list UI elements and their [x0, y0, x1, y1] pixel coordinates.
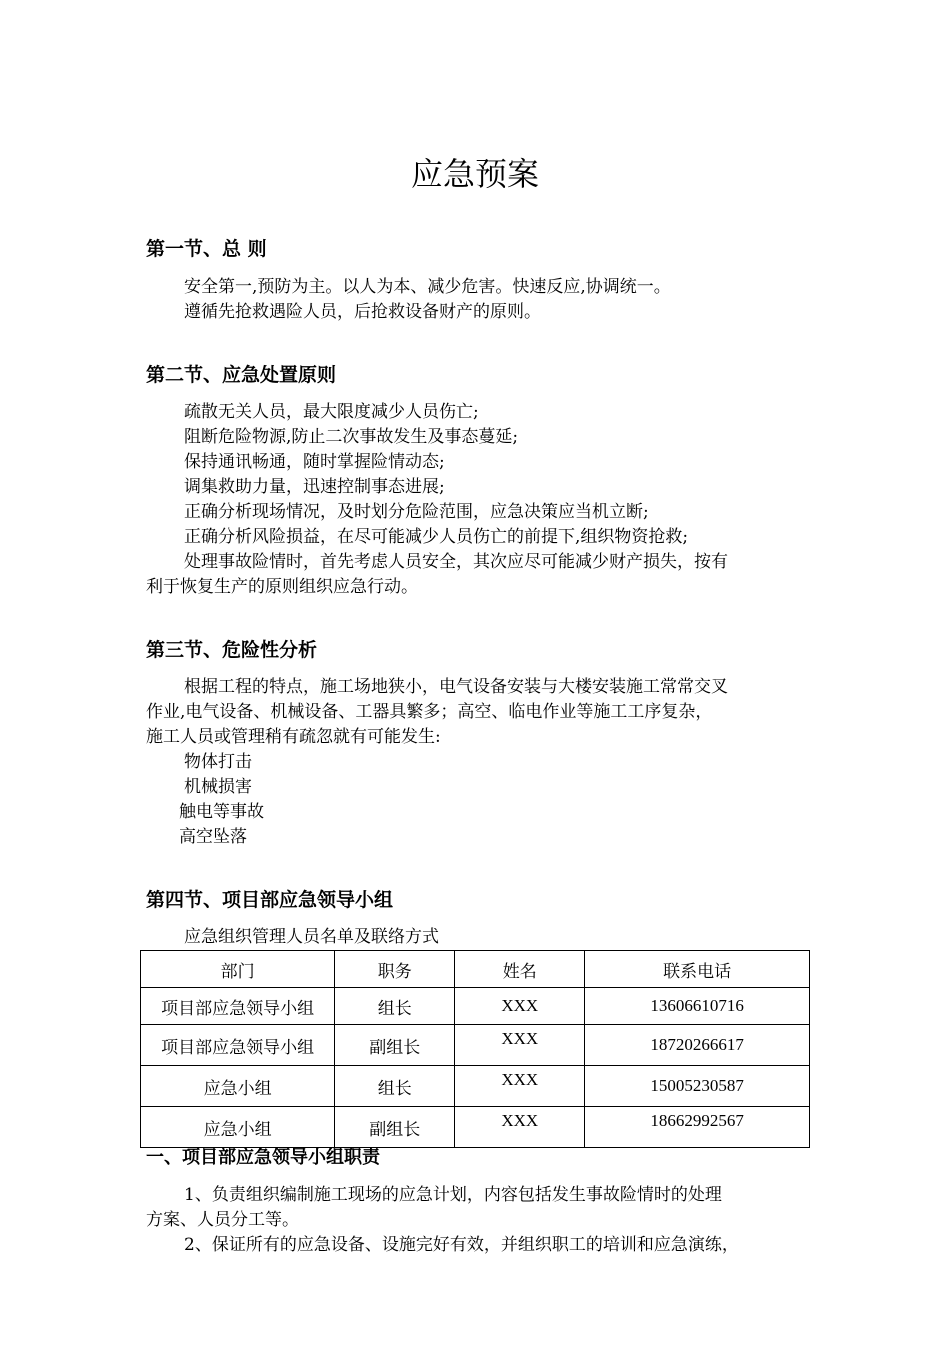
section-3-heading: 第三节、危险性分析: [146, 639, 318, 661]
table-cell: XXX: [455, 988, 585, 1025]
table-cell: 项目部应急领导小组: [141, 1025, 335, 1066]
column-header: 联系电话: [585, 951, 810, 988]
paragraph-line: 调集救助力量，迅速控制事态进展;: [184, 477, 445, 497]
hazard-item: 触电等事故: [179, 802, 264, 822]
table-cell: 组长: [335, 988, 455, 1025]
table-cell: 应急小组: [141, 1107, 335, 1148]
document-title: 应急预案: [410, 155, 539, 193]
paragraph-line: 保持通讯畅通，随时掌握险情动态;: [184, 452, 445, 472]
paragraph-line: 遵循先抢救遇险人员，后抢救设备财产的原则。: [184, 302, 541, 322]
column-header: 姓名: [455, 951, 585, 988]
paragraph-line: 阻断危险物源,防止二次事故发生及事态蔓延;: [184, 427, 519, 447]
table-cell: 18720266617: [585, 1025, 810, 1066]
paragraph-line: 方案、人员分工等。: [146, 1210, 299, 1230]
table-header-row: [141, 951, 810, 988]
paragraph-line: 安全第一,预防为主。以人为本、减少危害。快速反应,协调统一。: [184, 277, 671, 297]
table-caption: 应急组织管理人员名单及联络方式: [184, 927, 439, 947]
table-cell: 组长: [335, 1066, 455, 1107]
column-header: 职务: [335, 951, 455, 988]
table-cell: 18662992567: [585, 1107, 810, 1148]
paragraph-line: 利于恢复生产的原则组织应急行动。: [146, 577, 418, 597]
table-cell: 应急小组: [141, 1066, 335, 1107]
table-cell: XXX: [455, 1025, 585, 1066]
table-row: [141, 988, 810, 1025]
contact-table: [140, 950, 810, 1148]
paragraph-line: 施工人员或管理稍有疏忽就有可能发生:: [146, 727, 441, 747]
table-cell: 副组长: [335, 1025, 455, 1066]
subsection-1-heading: 一、项目部应急领导小组职责: [146, 1147, 380, 1168]
paragraph-line: 1、负责组织编制施工现场的应急计划，内容包括发生事故险情时的处理: [184, 1185, 722, 1205]
section-1-heading: 第一节、总 则: [146, 238, 267, 260]
hazard-item: 物体打击: [184, 752, 252, 772]
paragraph-line: 正确分析风险损益，在尽可能减少人员伤亡的前提下,组织物资抢救;: [184, 527, 689, 547]
table-cell: 15005230587: [585, 1066, 810, 1107]
hazard-item: 高空坠落: [179, 827, 247, 847]
section-2-heading: 第二节、应急处置原则: [146, 364, 337, 386]
paragraph-line: 根据工程的特点，施工场地狭小，电气设备安装与大楼安装施工常常交叉: [184, 677, 728, 697]
paragraph-line: 作业,电气设备、机械设备、工器具繁多；高空、临电作业等施工工序复杂，: [146, 702, 713, 722]
hazard-item: 机械损害: [184, 777, 252, 797]
table-row: [141, 1025, 810, 1066]
paragraph-line: 正确分析现场情况，及时划分危险范围，应急决策应当机立断;: [184, 502, 649, 522]
paragraph-line: 疏散无关人员，最大限度减少人员伤亡;: [184, 402, 479, 422]
table-row: [141, 1066, 810, 1107]
paragraph-line: 2、保证所有的应急设备、设施完好有效，并组织职工的培训和应急演练，: [184, 1235, 739, 1255]
table-row: [141, 1107, 810, 1148]
section-4-heading: 第四节、项目部应急领导小组: [146, 889, 394, 911]
table-cell: XXX: [455, 1107, 585, 1148]
table-cell: 13606610716: [585, 988, 810, 1025]
table-cell: 项目部应急领导小组: [141, 988, 335, 1025]
table-cell: 副组长: [335, 1107, 455, 1148]
table-cell: XXX: [455, 1066, 585, 1107]
column-header: 部门: [141, 951, 335, 988]
paragraph-line: 处理事故险情时，首先考虑人员安全，其次应尽可能减少财产损失，按有: [184, 552, 728, 572]
